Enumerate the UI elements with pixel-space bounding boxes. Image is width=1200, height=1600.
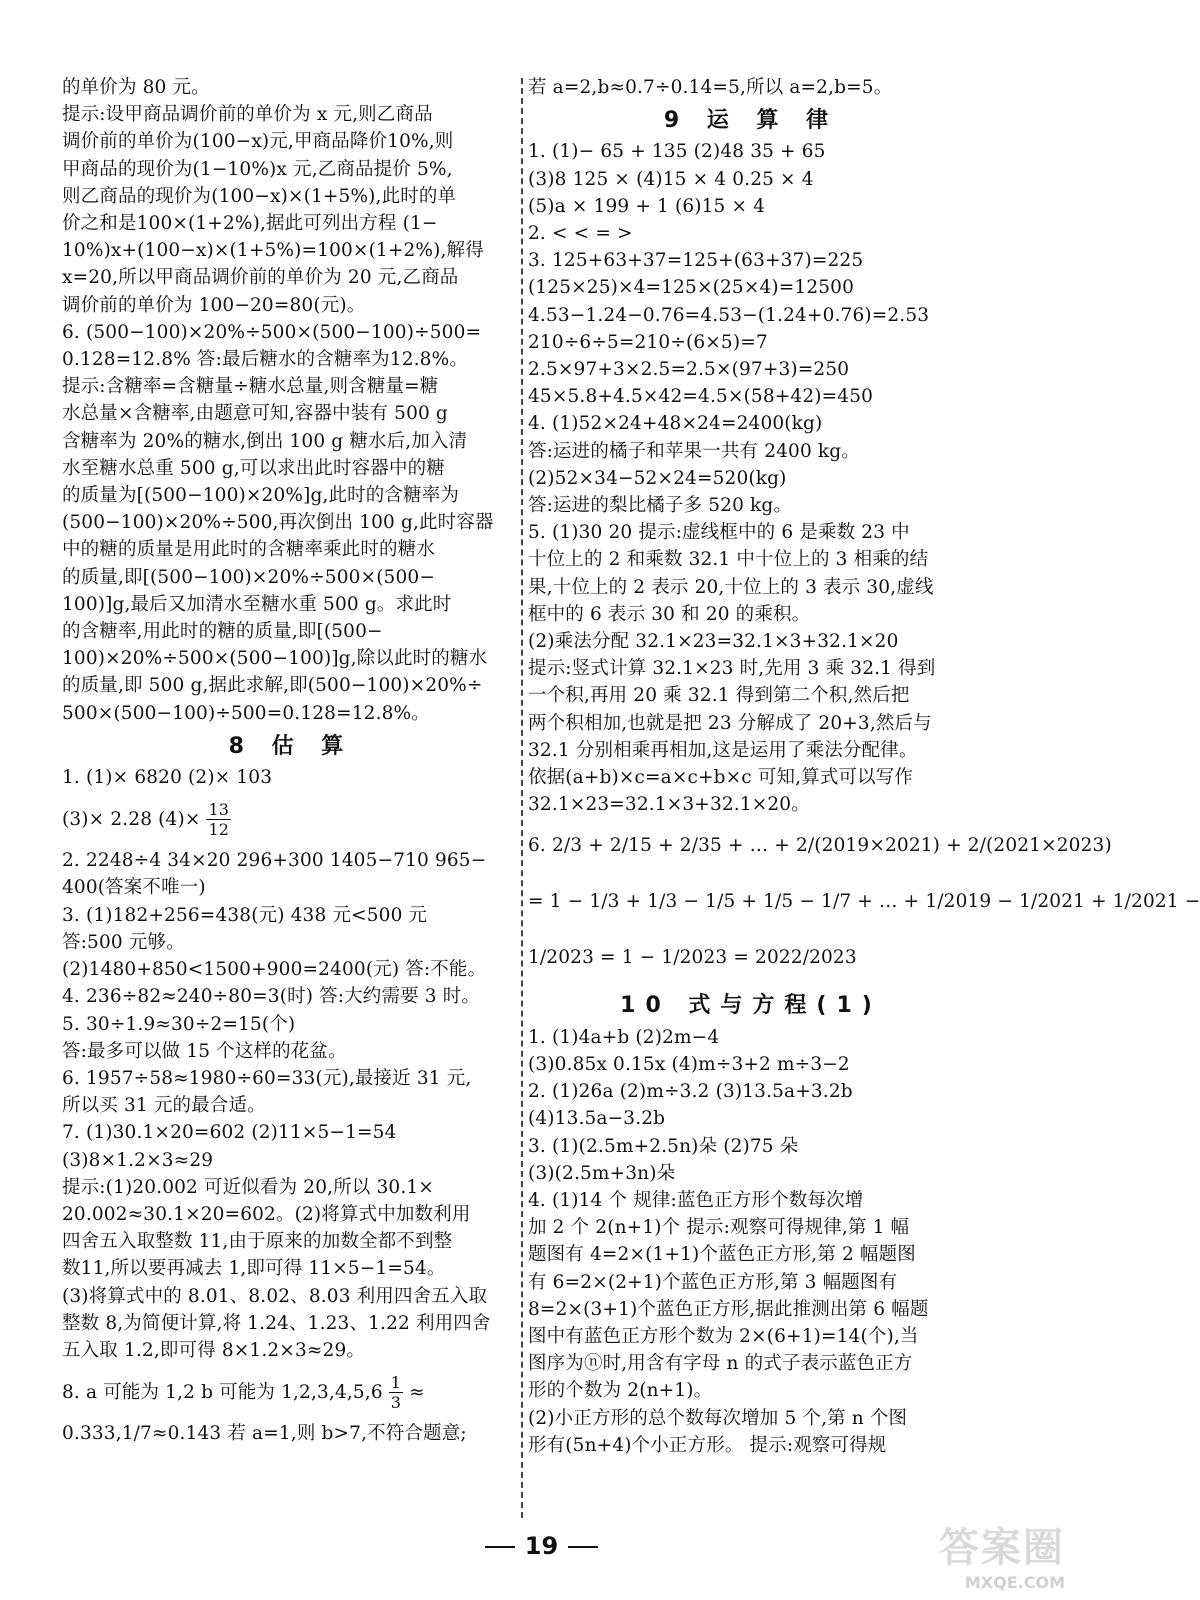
answer-line: 答:500 元够。 bbox=[62, 931, 185, 953]
answer-line: 数11,所以要再减去 1,即可得 11×5−1=54。 bbox=[62, 1258, 446, 1280]
answer-line: 32.1 分别相乘再相加,这是运用了乘法分配律。 bbox=[528, 739, 918, 761]
answer-line: 2.5×97+3×2.5=2.5×(97+3)=250 bbox=[528, 359, 850, 381]
answer-line: 32.1×23=32.1×3+32.1×20。 bbox=[528, 794, 810, 816]
answer-line: 45×5.8+4.5×42=4.5×(58+42)=450 bbox=[528, 386, 874, 408]
answer-line: (2)小正方形的总个数每次增加 5 个,第 n 个图 bbox=[528, 1407, 908, 1429]
answer-line: 提示:竖式计算 32.1×23 时,先用 3 乘 32.1 得到 bbox=[528, 658, 936, 680]
answer-line bbox=[62, 791, 520, 847]
answer-line: 水至糖水总重 500 g,可以求出此时容器中的糖 bbox=[62, 457, 445, 479]
answer-line: 20.002≈30.1×20=602。(2)将算式中加数利用 bbox=[62, 1203, 471, 1225]
answer-line: 0.128=12.8% 答:最后糖水的含糖率为12.8%。 bbox=[62, 349, 468, 371]
answer-line: 的质量,即[(500−100)×20%÷500×(500− bbox=[62, 566, 435, 588]
answer-line: (2)1480+850<1500+900=2400(元) 答:不能。 bbox=[62, 959, 487, 981]
answer-line: 答:运进的橘子和苹果一共有 2400 kg。 bbox=[528, 440, 860, 462]
answer-line: 100)×20%÷500×(500−100)]g,除以此时的糖水 bbox=[62, 648, 488, 670]
answer-line: 提示:含糖率=含糖量÷糖水总量,则含糖量=糖 bbox=[62, 376, 439, 398]
answer-line: 5. 30÷1.9≈30÷2=15(个) bbox=[62, 1013, 296, 1035]
watermark-text: 答案圈 bbox=[939, 1525, 1065, 1571]
answer-line: 4. 236÷82≈240÷80=3(时) 答:大约需要 3 时。 bbox=[62, 986, 481, 1008]
answer-text: (3)× 2.28 (4)× bbox=[62, 808, 201, 830]
answer-line: 调价前的单价为 100−20=80(元)。 bbox=[62, 294, 366, 316]
answer-line: 答:最多可以做 15 个这样的花盆。 bbox=[62, 1040, 347, 1062]
answer-line: 1. (1)4a+b (2)2m−4 bbox=[528, 1026, 720, 1048]
answer-line: 水总量×含糖率,由题意可知,容器中装有 500 g bbox=[62, 403, 448, 425]
answer-line: 依据(a+b)×c=a×c+b×c 可知,算式可以写作 bbox=[528, 767, 914, 789]
answer-line: 4.53−1.24−0.76=4.53−(1.24+0.76)=2.53 bbox=[528, 304, 930, 326]
answer-line: 1. (1)− 65 + 135 (2)48 35 + 65 bbox=[528, 141, 826, 163]
section-heading: 9 运 算 律 bbox=[663, 108, 839, 134]
answer-line: = 1 − 1/3 + 1/3 − 1/5 + 1/5 − 1/7 + … + 1/2019 − 1/2021 + 1/2021 − bbox=[528, 891, 1200, 913]
left-column bbox=[62, 74, 520, 1447]
answer-line: 加 2 个 2(n+1)个 提示:观察可得规律,第 1 幅 bbox=[528, 1217, 910, 1239]
answer-line: (500−100)×20%÷500,再次倒出 100 g,此时容器 bbox=[62, 512, 494, 534]
answer-line: 8. a 可能为 1,2 b 可能为 1,2,3,4,5,6 $\frac{1}{3}$ ≈ bbox=[62, 1372, 425, 1412]
answer-line: 6. 1957÷58≈1980÷60=33(元),最接近 31 元, bbox=[62, 1067, 472, 1089]
answer-line: 3. (1)182+256=438(元) 438 元<500 元 bbox=[62, 904, 428, 926]
answer-line: 整数 8,为简便计算,将 1.24、1.23、1.22 利用四舍 bbox=[62, 1312, 491, 1334]
answer-line: 题图有 4=2×(1+1)个蓝色正方形,第 2 幅题图 bbox=[528, 1244, 916, 1266]
answer-line: 果,十位上的 2 表示 20,十位上的 3 表示 30,虚线 bbox=[528, 576, 934, 598]
answer-line: (125×25)×4=125×(25×4)=12500 bbox=[528, 277, 855, 299]
answer-line: 4. (1)52×24+48×24=2400(kg) bbox=[528, 413, 823, 435]
answer-text: 8. a 可能为 1,2 b 可能为 1,2,3,4,5,6 bbox=[62, 1381, 383, 1403]
answer-line: 3. 125+63+37=125+(63+37)=225 bbox=[528, 250, 864, 272]
answer-line: 1/2023 = 1 − 1/2023 = 2022/2023 bbox=[528, 947, 857, 969]
answer-line: 价之和是100×(1+2%),据此可列出方程 (1− bbox=[62, 213, 438, 235]
answer-line: 图中有蓝色正方形个数为 2×(6+1)=14(个),当 bbox=[528, 1325, 919, 1347]
answer-line: 4. (1)14 个 规律:蓝色正方形个数每次增 bbox=[528, 1189, 864, 1211]
answer-line: 500×(500−100)÷500=0.128=12.8%。 bbox=[62, 702, 430, 724]
answer-line: 的含糖率,用此时的糖的质量,即[(500− bbox=[62, 621, 383, 643]
page-number-text: 19 bbox=[524, 1532, 559, 1560]
answer-line: 调价前的单价为(100−x)元,甲商品降价10%,则 bbox=[62, 131, 454, 153]
answer-line: 100)]g,最后又加清水至糖水重 500 g。求此时 bbox=[62, 593, 452, 615]
answer-line: (4)13.5a−3.2b bbox=[528, 1108, 666, 1130]
answer-line: 四舍五入取整数 11,由于原来的加数全都不到整 bbox=[62, 1231, 453, 1253]
answer-line: 2. 2248÷4 34×20 296+300 1405−710 965− bbox=[62, 850, 487, 872]
answer-line: 提示:(1)20.002 可近似看为 20,所以 30.1× bbox=[62, 1176, 434, 1198]
answer-line: 有 6=2×(2+1)个蓝色正方形,第 3 幅题图有 bbox=[528, 1271, 898, 1293]
section-heading: 8 估 算 bbox=[228, 733, 354, 759]
answer-line: (3)8 125 × (4)15 × 4 0.25 × 4 bbox=[528, 168, 814, 190]
right-column bbox=[528, 74, 1200, 1459]
answer-line: 中的糖的质量是用此时的含糖率乘此时的糖水 bbox=[62, 539, 436, 561]
answer-line: 5. (1)30 20 提示:虚线框中的 6 是乘数 23 中 bbox=[528, 522, 910, 544]
fraction: $\frac{13}{12}$ bbox=[208, 799, 230, 839]
answer-line: 甲商品的现价为(1−10%)x 元,乙商品提价 5%, bbox=[62, 158, 453, 180]
answer-line: 的质量为[(500−100)×20%]g,此时的含糖率为 bbox=[62, 485, 460, 507]
answer-line: 8=2×(3+1)个蓝色正方形,据此推测出第 6 幅题 bbox=[528, 1298, 929, 1320]
answer-line: (3)0.85x 0.15x (4)m÷3+2 m÷3−2 bbox=[528, 1053, 850, 1075]
answer-line: (2)乘法分配 32.1×23=32.1×3+32.1×20 bbox=[528, 631, 899, 653]
answer-line: 2. (1)26a (2)m÷3.2 (3)13.5a+3.2b bbox=[528, 1081, 853, 1103]
answer-line: x=20,所以甲商品调价前的单价为 20 元,乙商品 bbox=[62, 267, 459, 289]
answer-line: 7. (1)30.1×20=602 (2)11×5−1=54 bbox=[62, 1122, 397, 1144]
answer-line: 两个积相加,也就是把 23 分解成了 20+3,然后与 bbox=[528, 712, 932, 734]
section-heading: 10 式与方程(1) bbox=[620, 993, 882, 1019]
answer-line: 则乙商品的现价为(100−x)×(1+5%),此时的单 bbox=[62, 185, 457, 207]
answer-line: (5)a × 199 + 1 (6)15 × 4 bbox=[528, 195, 766, 217]
watermark-url: MXQE.COM bbox=[964, 1573, 1065, 1592]
answer-line: (3)(2.5m+3n)朵 bbox=[528, 1162, 676, 1184]
column-divider bbox=[521, 78, 523, 1518]
answer-line: 2. < < = > bbox=[528, 223, 633, 245]
fraction: $\frac{1}{3}$ bbox=[390, 1372, 402, 1412]
answer-line: 0.333,1/7≈0.143 若 a=1,则 b>7,不符合题意; bbox=[62, 1423, 467, 1445]
answer-line: (2)52×34−52×24=520(kg) bbox=[528, 467, 787, 489]
answer-line: 1. (1)× 6820 (2)× 103 bbox=[62, 767, 273, 789]
answer-line: 十位上的 2 和乘数 32.1 中十位上的 3 相乘的结 bbox=[528, 549, 929, 571]
answer-line: 五入取 1.2,即可得 8×1.2×3≈29。 bbox=[62, 1339, 366, 1361]
answer-line: 所以买 31 元的最合适。 bbox=[62, 1095, 266, 1117]
answer-line: 的单价为 80 元。 bbox=[62, 77, 210, 98]
answer-line: 框中的 6 表示 30 和 20 的乘积。 bbox=[528, 603, 811, 625]
answer-line: (3)8×1.2×3≈29 bbox=[62, 1149, 214, 1171]
answer-line: 一个积,再用 20 乘 32.1 得到第二个积,然后把 bbox=[528, 685, 910, 707]
answer-line: 210÷6÷5=210÷(6×5)=7 bbox=[528, 331, 768, 353]
answer-line: 6. (500−100)×20%÷500×(500−100)÷500= bbox=[62, 321, 482, 343]
answer-line: 3. (1)(2.5m+2.5n)朵 (2)75 朵 bbox=[528, 1135, 799, 1157]
answer-line: 的质量,即 500 g,据此求解,即(500−100)×20%÷ bbox=[62, 675, 483, 697]
answer-line: 形的个数为 2(n+1)。 bbox=[528, 1380, 713, 1402]
answer-line: 图序为ⓝ时,用含有字母 n 的式子表示蓝色正方 bbox=[528, 1353, 913, 1375]
answer-line: 答:运进的梨比橘子多 520 kg。 bbox=[528, 495, 793, 517]
answer-line: 含糖率为 20%的糖水,倒出 100 g 糖水后,加入清 bbox=[62, 430, 468, 452]
answer-line: 若 a=2,b≈0.7÷0.14=5,所以 a=2,b=5。 bbox=[528, 77, 893, 98]
answer-line: 形有(5n+4)个小正方形。 提示:观察可得规 bbox=[528, 1434, 887, 1456]
answer-line: (3)将算式中的 8.01、8.02、8.03 利用四舍五入取 bbox=[62, 1285, 488, 1307]
answer-line: 6. 2/3 + 2/15 + 2/35 + … + 2/(2019×2021) + 2/(2021×2023) bbox=[528, 835, 1112, 857]
watermark-logo bbox=[915, 1516, 1065, 1592]
answer-line: 400(答案不唯一) bbox=[62, 877, 206, 899]
answer-line: 10%)x+(100−x)×(1+5%)=100×(1+2%),解得 bbox=[62, 240, 484, 262]
answer-line: 提示:设甲商品调价前的单价为 x 元,则乙商品 bbox=[62, 104, 433, 126]
